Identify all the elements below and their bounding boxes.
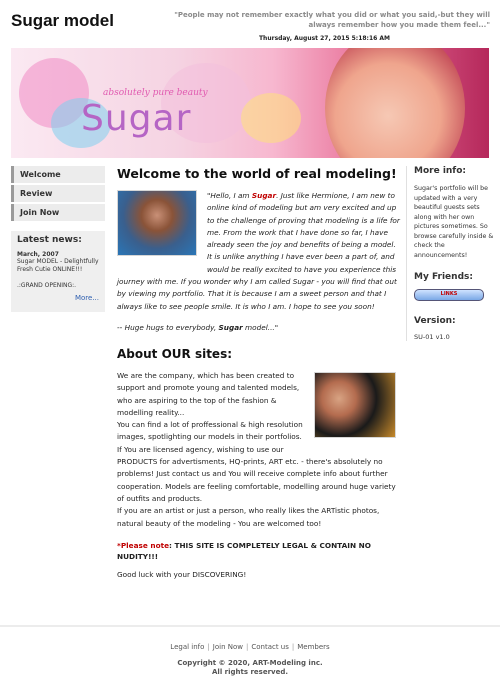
nav-join-now[interactable]: Join Now: [11, 204, 105, 221]
note-text: : THIS SITE IS COMPLETELY LEGAL & CONTAIN NO NUDITY!!!: [117, 540, 371, 561]
news-date: March, 2007: [17, 251, 59, 258]
separator: |: [291, 643, 295, 651]
right-sidebar: [406, 166, 498, 341]
footer-link-members[interactable]: Members: [297, 643, 330, 651]
model-portrait: [325, 48, 465, 158]
hero-banner: [11, 48, 489, 158]
rights-text: All rights reserved.: [212, 668, 288, 676]
about-body: [117, 370, 402, 530]
footer-links: [0, 643, 500, 651]
news-text: Sugar MODEL - Delightfully Fresh Cutie ONLINE!!!: [17, 258, 99, 273]
signoff: [117, 323, 402, 332]
more-info-heading: More info:: [414, 166, 467, 176]
more-info-text: Sugar's portfolio will be updated with a very beautiful guests sets along with her own pictures sometimes. So browse carefully inside & check the announcements!: [414, 185, 494, 259]
about-p1: We are the company, which has been created to support and promote young and talented models, who are aspiring to the top of the fashion & modelling reality...: [117, 370, 300, 417]
footer-link-join[interactable]: Join Now: [212, 643, 243, 651]
legal-note: [117, 540, 402, 562]
copyright: [0, 659, 500, 677]
about-p4: If you are an artist or just a person, who really likes the ARTistic photos, natural beauty of the modeling - You are welcomed too!: [117, 506, 380, 528]
footer-link-legal[interactable]: Legal info: [170, 643, 205, 651]
friends-heading: My Friends:: [414, 272, 473, 282]
header-quote: "People may not remember exactly what you did or what you said,-but they will always remember how you made them feel...": [174, 11, 490, 29]
signoff-post: model...": [242, 322, 279, 332]
intro-post: . Just like Hermione, I am new to online kind of modeling but am very excited and up to the challenge of proving that modeling is a life for me. From the work that I have done so far, I have already seen the joy and benefits of being a model. It is unlike anything I have ever been a part of, and would be really excited to have you experience this journey with me. If you wonder why I am called Sugar - you will find that out by viewing my portfolio. That it is because I am a sweet person and that I always like to see people smile. It is who I am. I hope to see you soon!: [117, 191, 400, 311]
about-p3: If You are licensed agency, wishing to use our PRODUCTS for advertisments, HQ-prints, ART etc. - there's absolutely no problems! Just contact us and You will receive complete info about further cooperation. Models are feeling comfortable, modelling around huge variety of outfits and products.: [117, 444, 396, 503]
site-title[interactable]: Sugar model: [11, 11, 114, 30]
banner-tagline: absolutely pure beauty: [103, 88, 208, 98]
signoff-name: Sugar: [218, 322, 243, 332]
version-heading: Version:: [414, 316, 456, 326]
about-section: [117, 347, 402, 579]
note-label: *Please note: [117, 540, 170, 550]
separator: |: [207, 643, 210, 651]
header-date: Thursday, August 27, 2015 5:18:16 AM: [258, 35, 390, 42]
about-title: About OUR sites:: [117, 346, 233, 361]
model-photo-2[interactable]: [314, 372, 396, 438]
footer: [0, 625, 500, 677]
news-heading: Latest news:: [17, 235, 82, 245]
latest-news: [11, 231, 105, 312]
copyright-text: Copyright © 2020, ART-Modeling inc.: [177, 659, 323, 667]
about-p2: You can find a lot of proffessional & high resolution images, spotlighting our models in their portfolios.: [117, 420, 303, 442]
color-splash: [241, 93, 301, 143]
news-text-2: .:GRAND OPENING:.: [17, 282, 77, 289]
header: [0, 0, 500, 48]
good-luck-text: Good luck with your DISCOVERING!: [117, 569, 247, 579]
separator: |: [245, 643, 249, 651]
welcome-title: Welcome to the world of real modeling!: [117, 166, 397, 181]
banner-brand: Sugar: [81, 98, 192, 139]
signoff-pre: -- Huge hugs to everybody,: [117, 322, 219, 332]
version-text: SU-01 v1.0: [414, 333, 450, 341]
intro-text: [117, 190, 402, 313]
intro-pre: "Hello, I am: [207, 191, 252, 200]
main-content: [117, 166, 402, 579]
links-button-label: LINKS: [440, 291, 458, 297]
news-more-link[interactable]: More...: [74, 294, 99, 302]
links-button[interactable]: [414, 289, 484, 301]
footer-link-contact[interactable]: Contact us: [251, 643, 289, 651]
nav-review[interactable]: Review: [11, 185, 105, 202]
intro-name: Sugar: [251, 191, 277, 200]
left-sidebar: [11, 166, 105, 312]
model-photo-thumbnail[interactable]: [117, 190, 197, 256]
nav-welcome[interactable]: Welcome: [11, 166, 105, 183]
